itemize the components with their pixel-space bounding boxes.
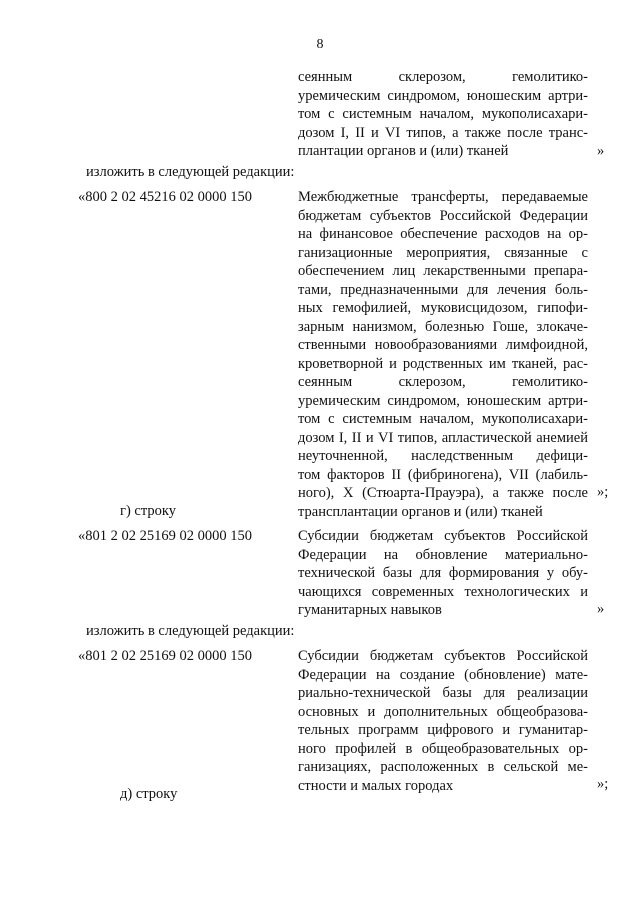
entry2-description <box>298 527 588 620</box>
entry1-line: ганизационные мероприятия, связанные с <box>298 244 588 261</box>
entry0-line: плантации органов и (или) тканей <box>298 143 509 159</box>
entry1-line: сеянным склерозом, гемолитико- <box>298 374 588 390</box>
entry1-line: неуточненной, наследственным дефици- <box>298 448 588 464</box>
entry1-line: ного), X (Стюарта-Прауэра), а также после <box>298 485 588 501</box>
entry1-line: зарным нанизмом, болезнью Гоше, злокаче- <box>298 318 588 335</box>
entry3-line: ного профилей в общеобразовательных ор- <box>298 740 588 757</box>
entry3-description <box>298 647 588 795</box>
page-number: 8 <box>316 37 324 52</box>
entry3-line: Федерации на создание (обновление) мате- <box>298 666 588 683</box>
entry2-line: чающихся современных технологических и <box>298 583 588 600</box>
entry1-line: ственными новообразованиями лимфоидной, <box>298 337 588 353</box>
entry2-line: гуманитарных навыков <box>298 602 442 618</box>
entry3-line: Субсидии бюджетам субъектов Российской <box>298 648 588 664</box>
entry0-line: сеянным склерозом, гемолитико- <box>298 69 588 85</box>
entry3-line: стности и малых городах <box>298 777 454 794</box>
entry0-description <box>298 68 588 161</box>
entry1-closing-quote: »; <box>597 484 609 500</box>
entry1-description <box>298 188 588 521</box>
entry3-line: ганизациях, расположенных в сельской ме- <box>298 759 588 775</box>
subitem-d: д) строку <box>120 786 178 802</box>
entry1-line: трансплантации органов и (или) тканей <box>298 503 543 520</box>
subitem-g: г) строку <box>120 503 176 519</box>
entry3-line: тельных программ цифрового и гуманитар- <box>298 722 588 738</box>
entry2-closing-quote: » <box>597 601 605 617</box>
entry2-line: Федерации на обновление материально- <box>298 546 588 563</box>
entry3-line: риально-технической базы для реализации <box>298 685 588 701</box>
entry1-line: бюджетам субъектов Российской Федерации <box>298 207 588 224</box>
entry0-closing-quote: » <box>597 143 605 159</box>
entry0-line: том с системным началом, мукополисахари- <box>298 106 588 122</box>
entry3-closing-quote: »; <box>597 776 609 792</box>
entry1-line: дозом I, II и VI типов, апластической анемией <box>298 429 588 446</box>
entry0-line: уремическим синдромом, юношеским артри- <box>298 87 588 104</box>
entry1-line: обеспечением лиц лекарственными препара- <box>298 263 588 279</box>
entry0-line: дозом I, II и VI типов, а также после транс- <box>298 124 588 141</box>
entry3-line: основных и дополнительных общеобразова- <box>298 703 588 720</box>
entry1-code: «800 2 02 45216 02 0000 150 <box>78 189 252 205</box>
instruction-text: изложить в следующей редакции: <box>86 623 295 639</box>
entry3-code: «801 2 02 25169 02 0000 150 <box>78 648 252 664</box>
entry1-line: кроветворной и родственных им тканей, рас- <box>298 355 588 372</box>
entry1-line: том с системным началом, мукополисахари- <box>298 411 588 427</box>
instruction-text: изложить в следующей редакции: <box>86 164 295 180</box>
entry1-line: ных гемофилией, муковисцидозом, гипофи- <box>298 300 588 316</box>
entry2-line: Субсидии бюджетам субъектов Российской <box>298 528 588 544</box>
entry1-line: тами, предназначенными для лечения боль- <box>298 281 588 298</box>
entry1-line: уремическим синдромом, юношеским артри- <box>298 392 588 409</box>
entry1-line: том факторов II (фибриногена), VII (лабиль- <box>298 466 588 483</box>
entry2-code: «801 2 02 25169 02 0000 150 <box>78 528 252 544</box>
entry1-line: на финансовое обеспечение расходов на ор- <box>298 226 588 242</box>
entry1-line: Межбюджетные трансферты, передаваемые <box>298 189 588 205</box>
entry2-line: технической базы для формирования у обу- <box>298 565 588 581</box>
